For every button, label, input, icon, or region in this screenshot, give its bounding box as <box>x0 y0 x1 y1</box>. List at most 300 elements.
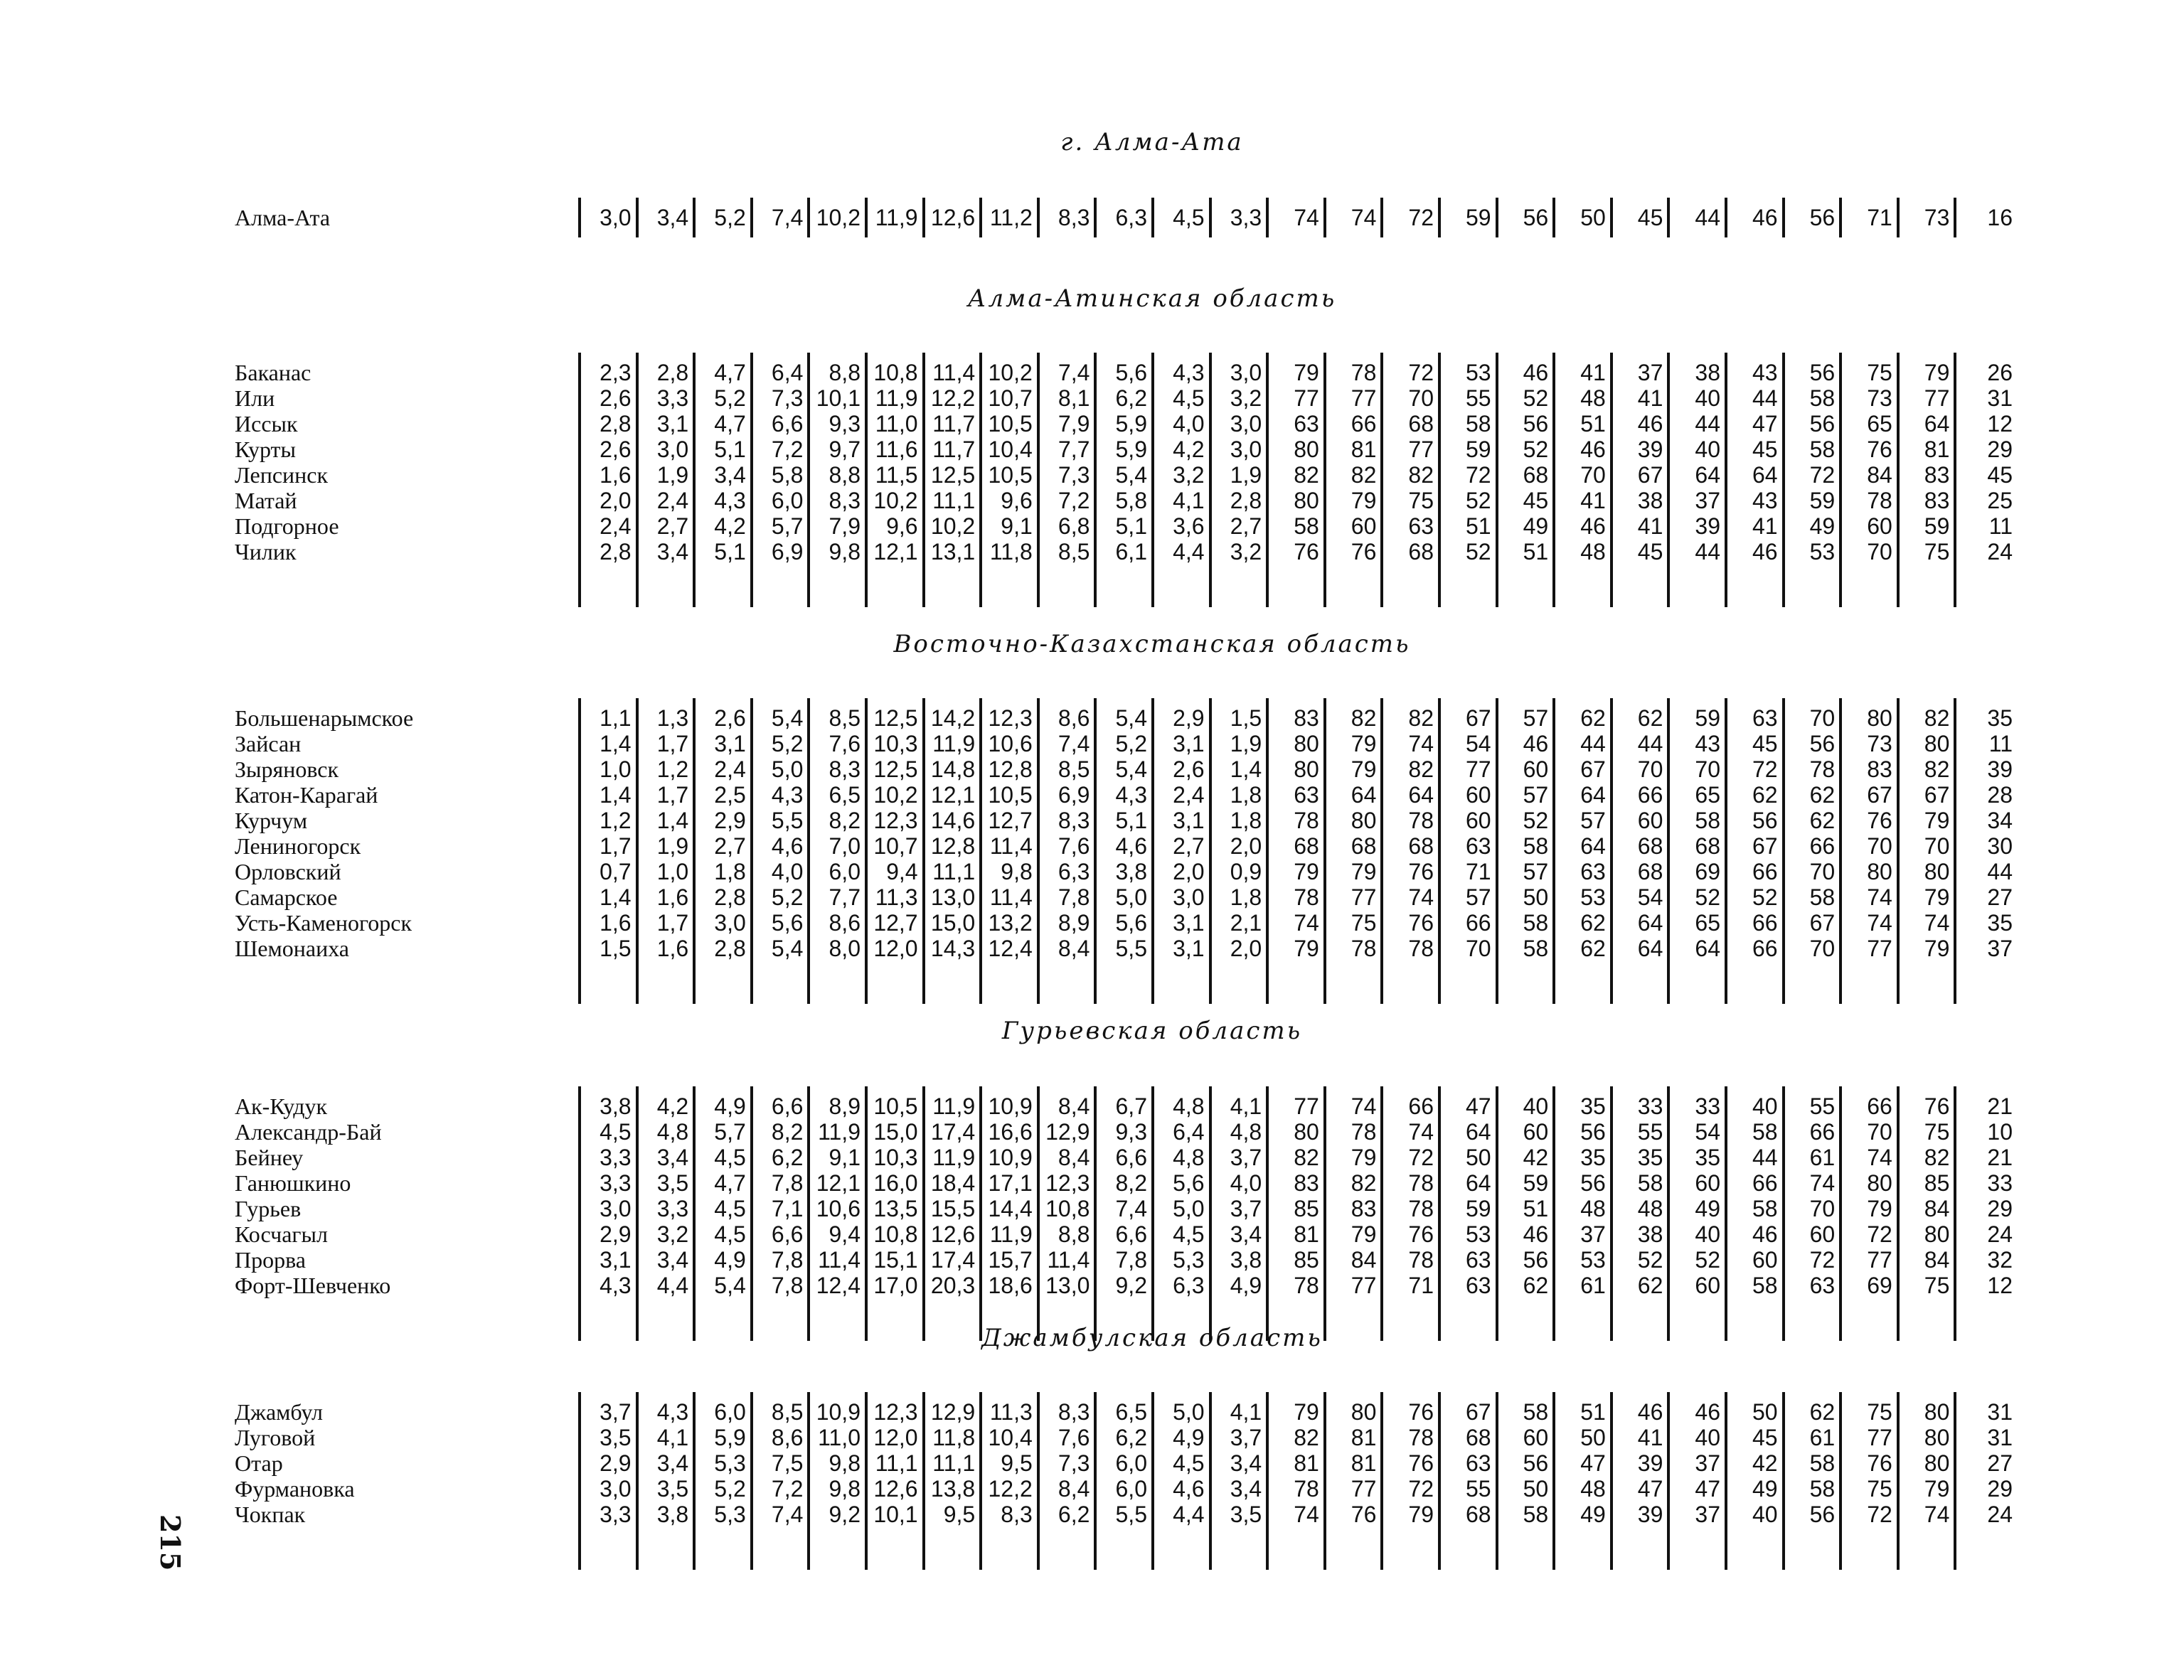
value-cell: 75 <box>1408 488 1434 513</box>
value-cell: 44 <box>1695 539 1720 565</box>
value-cell: 78 <box>1408 1196 1434 1221</box>
value-cell: 6,5 <box>829 782 861 808</box>
value-cell: 80 <box>1924 1425 1950 1450</box>
value-cell: 9,8 <box>1001 859 1033 884</box>
value-cell: 73 <box>1867 731 1892 756</box>
value-cell: 56 <box>1752 808 1778 833</box>
value-cell: 5,3 <box>714 1450 746 1476</box>
value-cell: 79 <box>1351 1221 1377 1247</box>
value-cell: 59 <box>1466 1196 1491 1221</box>
value-cell: 1,4 <box>600 782 632 808</box>
last-column-value: 29 <box>1987 1476 2013 1502</box>
value-cell: 3,0 <box>1173 884 1205 910</box>
value-cell: 12,9 <box>1045 1119 1090 1145</box>
value-cell: 4,7 <box>714 360 746 385</box>
value-cell: 3,1 <box>714 731 746 756</box>
value-cell: 56 <box>1523 205 1549 230</box>
value-cell: 10,3 <box>873 1145 918 1170</box>
value-cell: 76 <box>1408 910 1434 936</box>
value-cell: 53 <box>1580 1247 1606 1273</box>
value-cell: 48 <box>1637 1196 1663 1221</box>
value-cell: 3,7 <box>1230 1196 1262 1221</box>
value-cell: 82 <box>1924 1145 1950 1170</box>
value-cell: 3,2 <box>1230 539 1262 565</box>
value-cell: 64 <box>1752 462 1778 488</box>
value-cell: 55 <box>1466 1476 1491 1502</box>
value-cell: 80 <box>1294 756 1319 782</box>
value-cell: 64 <box>1408 782 1434 808</box>
value-cell: 11,4 <box>932 360 976 385</box>
value-cell: 79 <box>1294 859 1319 884</box>
value-cell: 68 <box>1408 833 1434 859</box>
value-cell: 2,8 <box>714 936 746 961</box>
station-name: Прорва <box>235 1247 306 1273</box>
value-cell: 5,7 <box>771 513 804 539</box>
value-cell: 12,9 <box>930 1399 976 1425</box>
last-column-value: 10 <box>1987 1119 2013 1145</box>
value-cell: 74 <box>1867 1145 1892 1170</box>
value-cell: 6,8 <box>1058 513 1090 539</box>
value-cell: 3,4 <box>1230 1450 1262 1476</box>
last-column-value: 39 <box>1987 756 2013 782</box>
value-cell: 7,3 <box>1058 462 1090 488</box>
value-cell: 3,1 <box>1173 936 1205 961</box>
value-cell: 10,2 <box>930 513 976 539</box>
value-cell: 4,2 <box>714 513 746 539</box>
value-cell: 2,1 <box>1230 910 1262 936</box>
value-cell: 3,8 <box>1230 1247 1262 1273</box>
value-cell: 79 <box>1351 1145 1377 1170</box>
value-cell: 58 <box>1809 1450 1836 1476</box>
value-cell: 39 <box>1695 513 1720 539</box>
value-cell: 63 <box>1294 411 1319 437</box>
value-cell: 8,4 <box>1058 1093 1090 1119</box>
value-cell: 41 <box>1637 385 1663 411</box>
value-cell: 60 <box>1523 1425 1549 1450</box>
value-cell: 62 <box>1580 936 1606 961</box>
value-cell: 43 <box>1752 488 1778 513</box>
value-cell: 82 <box>1924 705 1950 731</box>
value-cell: 11,4 <box>1047 1247 1090 1273</box>
value-cell: 70 <box>1809 1196 1836 1221</box>
station-name: Подгорное <box>235 513 339 539</box>
value-cell: 76 <box>1867 437 1892 462</box>
value-cell: 62 <box>1809 1399 1836 1425</box>
value-cell: 13,5 <box>873 1196 918 1221</box>
value-cell: 6,0 <box>771 488 804 513</box>
value-cell: 6,3 <box>1173 1273 1205 1298</box>
value-cell: 8,5 <box>829 705 861 731</box>
last-column-value: 31 <box>1987 1399 2013 1425</box>
last-column-value: 11 <box>1988 731 2013 756</box>
value-cell: 77 <box>1294 1093 1319 1119</box>
value-cell: 58 <box>1752 1273 1778 1298</box>
value-cell: 40 <box>1695 437 1720 462</box>
value-cell: 17,0 <box>873 1273 918 1298</box>
value-cell: 10,1 <box>873 1502 918 1527</box>
value-cell: 64 <box>1580 833 1606 859</box>
value-cell: 10,4 <box>988 437 1033 462</box>
value-cell: 5,3 <box>714 1502 746 1527</box>
value-cell: 62 <box>1637 1273 1663 1298</box>
value-cell: 50 <box>1752 1399 1778 1425</box>
value-cell: 73 <box>1924 205 1950 230</box>
value-cell: 4,5 <box>1173 1450 1205 1476</box>
value-cell: 2,0 <box>1230 936 1262 961</box>
station-name: Алма-Ата <box>235 205 331 230</box>
station-name: Чокпак <box>235 1502 306 1527</box>
value-cell: 62 <box>1809 808 1836 833</box>
value-cell: 8,3 <box>829 756 861 782</box>
value-cell: 3,5 <box>656 1476 689 1502</box>
value-cell: 48 <box>1580 1196 1606 1221</box>
last-column-value: 45 <box>1987 462 2013 488</box>
value-cell: 79 <box>1924 1476 1950 1502</box>
value-cell: 3,1 <box>1173 731 1205 756</box>
value-cell: 11,1 <box>932 1450 976 1476</box>
value-cell: 40 <box>1752 1093 1778 1119</box>
value-cell: 79 <box>1351 488 1377 513</box>
section-title: Гурьевская область <box>1001 1017 1303 1045</box>
value-cell: 3,0 <box>600 1476 632 1502</box>
last-column-value: 29 <box>1987 1196 2013 1221</box>
value-cell: 5,0 <box>1173 1196 1205 1221</box>
value-cell: 5,9 <box>1115 437 1147 462</box>
station-name: Или <box>235 385 275 411</box>
value-cell: 60 <box>1523 1119 1549 1145</box>
column-rule <box>1954 1086 1956 1341</box>
last-column-value: 28 <box>1987 782 2013 808</box>
value-cell: 3,0 <box>1230 360 1262 385</box>
value-cell: 70 <box>1809 859 1836 884</box>
value-cell: 62 <box>1580 705 1606 731</box>
value-cell: 56 <box>1809 205 1836 230</box>
value-cell: 52 <box>1695 884 1720 910</box>
value-cell: 6,0 <box>1115 1476 1147 1502</box>
value-cell: 77 <box>1408 437 1434 462</box>
last-column-value: 34 <box>1987 808 2013 833</box>
value-cell: 46 <box>1580 437 1606 462</box>
value-cell: 1,9 <box>656 462 689 488</box>
value-cell: 72 <box>1408 1476 1434 1502</box>
value-cell: 8,5 <box>771 1399 804 1425</box>
value-cell: 66 <box>1466 910 1491 936</box>
value-cell: 12,3 <box>873 1399 918 1425</box>
column-rule <box>1954 353 1956 607</box>
value-cell: 51 <box>1523 539 1549 565</box>
value-cell: 5,2 <box>714 1476 746 1502</box>
value-cell: 6,2 <box>1115 385 1147 411</box>
value-cell: 20,3 <box>930 1273 976 1298</box>
value-cell: 4,8 <box>1173 1145 1205 1170</box>
value-cell: 67 <box>1466 1399 1491 1425</box>
value-cell: 6,2 <box>1115 1425 1147 1450</box>
value-cell: 83 <box>1351 1196 1377 1221</box>
value-cell: 4,0 <box>771 859 804 884</box>
value-cell: 77 <box>1867 936 1892 961</box>
value-cell: 2,7 <box>1230 513 1262 539</box>
value-cell: 44 <box>1752 385 1778 411</box>
value-cell: 3,5 <box>600 1425 632 1450</box>
value-cell: 10,9 <box>988 1093 1033 1119</box>
value-cell: 52 <box>1466 539 1491 565</box>
value-cell: 70 <box>1408 385 1434 411</box>
value-cell: 78 <box>1351 1119 1377 1145</box>
value-cell: 58 <box>1809 385 1836 411</box>
value-cell: 4,9 <box>1230 1273 1262 1298</box>
value-cell: 66 <box>1752 1170 1778 1196</box>
value-cell: 33 <box>1637 1093 1663 1119</box>
value-cell: 1,9 <box>1230 731 1262 756</box>
value-cell: 11,6 <box>875 437 918 462</box>
value-cell: 6,3 <box>1058 859 1090 884</box>
value-cell: 74 <box>1867 884 1892 910</box>
value-cell: 12,3 <box>988 705 1033 731</box>
value-cell: 5,0 <box>1173 1399 1205 1425</box>
value-cell: 2,9 <box>1173 705 1205 731</box>
value-cell: 11,0 <box>818 1425 861 1450</box>
value-cell: 4,6 <box>1173 1476 1205 1502</box>
station-name: Лениногорск <box>235 833 361 859</box>
value-cell: 82 <box>1294 1425 1319 1450</box>
value-cell: 68 <box>1695 833 1720 859</box>
value-cell: 56 <box>1523 1450 1549 1476</box>
value-cell: 2,3 <box>600 360 632 385</box>
value-cell: 63 <box>1466 833 1491 859</box>
value-cell: 6,4 <box>1173 1119 1205 1145</box>
value-cell: 6,0 <box>1115 1450 1147 1476</box>
value-cell: 78 <box>1408 808 1434 833</box>
value-cell: 8,9 <box>829 1093 861 1119</box>
value-cell: 12,3 <box>873 808 918 833</box>
value-cell: 1,7 <box>656 731 689 756</box>
value-cell: 83 <box>1924 462 1950 488</box>
value-cell: 72 <box>1408 205 1434 230</box>
value-cell: 5,2 <box>1115 731 1147 756</box>
value-cell: 46 <box>1523 1221 1549 1247</box>
value-cell: 4,9 <box>714 1093 746 1119</box>
value-cell: 44 <box>1695 411 1720 437</box>
value-cell: 11,9 <box>875 385 918 411</box>
value-cell: 4,1 <box>1173 488 1205 513</box>
value-cell: 12,8 <box>930 833 976 859</box>
value-cell: 68 <box>1523 462 1549 488</box>
value-cell: 1,8 <box>1230 808 1262 833</box>
value-cell: 76 <box>1351 539 1377 565</box>
value-cell: 78 <box>1408 936 1434 961</box>
value-cell: 79 <box>1351 859 1377 884</box>
value-cell: 46 <box>1523 360 1549 385</box>
value-cell: 78 <box>1408 1425 1434 1450</box>
value-cell: 79 <box>1294 1399 1319 1425</box>
value-cell: 2,0 <box>600 488 632 513</box>
station-name: Фурмановка <box>235 1476 355 1502</box>
value-cell: 39 <box>1637 437 1663 462</box>
value-cell: 45 <box>1752 1425 1778 1450</box>
value-cell: 5,5 <box>771 808 804 833</box>
value-cell: 42 <box>1523 1145 1549 1170</box>
value-cell: 11,0 <box>875 411 918 437</box>
value-cell: 5,2 <box>771 884 804 910</box>
value-cell: 12,3 <box>1045 1170 1090 1196</box>
value-cell: 4,2 <box>656 1093 689 1119</box>
value-cell: 4,0 <box>1173 411 1205 437</box>
value-cell: 75 <box>1924 539 1950 565</box>
value-cell: 77 <box>1351 884 1377 910</box>
value-cell: 68 <box>1466 1425 1491 1450</box>
value-cell: 9,8 <box>829 1476 861 1502</box>
value-cell: 4,8 <box>656 1119 689 1145</box>
value-cell: 4,5 <box>714 1196 746 1221</box>
last-column-value: 44 <box>1987 859 2013 884</box>
value-cell: 5,7 <box>714 1119 746 1145</box>
value-cell: 7,8 <box>771 1170 804 1196</box>
value-cell: 74 <box>1351 1093 1377 1119</box>
value-cell: 10,2 <box>816 205 861 230</box>
value-cell: 77 <box>1867 1247 1892 1273</box>
value-cell: 11,7 <box>932 411 976 437</box>
value-cell: 3,4 <box>1230 1476 1262 1502</box>
value-cell: 6,9 <box>771 539 804 565</box>
value-cell: 57 <box>1523 705 1549 731</box>
value-cell: 3,4 <box>656 1145 689 1170</box>
value-cell: 58 <box>1809 884 1836 910</box>
value-cell: 5,9 <box>714 1425 746 1450</box>
station-name: Самарское <box>235 884 338 910</box>
value-cell: 15,0 <box>873 1119 918 1145</box>
station-name: Чилик <box>235 539 297 565</box>
value-cell: 46 <box>1752 205 1778 230</box>
value-cell: 18,4 <box>930 1170 976 1196</box>
value-cell: 3,5 <box>1230 1502 1262 1527</box>
value-cell: 3,7 <box>1230 1425 1262 1450</box>
value-cell: 78 <box>1351 360 1377 385</box>
value-cell: 80 <box>1924 859 1950 884</box>
value-cell: 8,6 <box>829 910 861 936</box>
value-cell: 45 <box>1637 539 1663 565</box>
value-cell: 47 <box>1466 1093 1491 1119</box>
value-cell: 49 <box>1695 1196 1720 1221</box>
value-cell: 51 <box>1580 1399 1606 1425</box>
value-cell: 7,4 <box>771 205 804 230</box>
value-cell: 82 <box>1351 1170 1377 1196</box>
value-cell: 64 <box>1351 782 1377 808</box>
value-cell: 12,2 <box>988 1476 1033 1502</box>
value-cell: 39 <box>1637 1450 1663 1476</box>
value-cell: 66 <box>1637 782 1663 808</box>
value-cell: 64 <box>1924 411 1950 437</box>
value-cell: 81 <box>1351 1450 1377 1476</box>
value-cell: 4,3 <box>656 1399 689 1425</box>
value-cell: 40 <box>1523 1093 1549 1119</box>
value-cell: 60 <box>1351 513 1377 539</box>
value-cell: 70 <box>1867 1119 1892 1145</box>
value-cell: 3,3 <box>656 1196 689 1221</box>
value-cell: 11,3 <box>875 884 918 910</box>
value-cell: 45 <box>1637 205 1663 230</box>
value-cell: 44 <box>1637 731 1663 756</box>
value-cell: 10,5 <box>873 1093 918 1119</box>
value-cell: 63 <box>1580 859 1606 884</box>
value-cell: 13,1 <box>930 539 976 565</box>
last-column-value: 31 <box>1987 1425 2013 1450</box>
station-name: Усть-Каменогорск <box>235 910 412 936</box>
value-cell: 58 <box>1752 1119 1778 1145</box>
value-cell: 70 <box>1867 539 1892 565</box>
station-name: Иссык <box>235 411 298 437</box>
value-cell: 12,8 <box>988 756 1033 782</box>
value-cell: 3,0 <box>714 910 746 936</box>
value-cell: 78 <box>1294 808 1319 833</box>
value-cell: 2,8 <box>600 411 632 437</box>
value-cell: 43 <box>1752 360 1778 385</box>
value-cell: 71 <box>1867 205 1892 230</box>
value-cell: 82 <box>1408 756 1434 782</box>
value-cell: 8,6 <box>771 1425 804 1450</box>
value-cell: 76 <box>1924 1093 1950 1119</box>
value-cell: 52 <box>1695 1247 1720 1273</box>
value-cell: 7,5 <box>771 1450 804 1476</box>
value-cell: 1,4 <box>656 808 689 833</box>
value-cell: 3,2 <box>656 1221 689 1247</box>
value-cell: 70 <box>1924 833 1950 859</box>
value-cell: 68 <box>1294 833 1319 859</box>
value-cell: 84 <box>1351 1247 1377 1273</box>
value-cell: 70 <box>1867 833 1892 859</box>
value-cell: 6,0 <box>714 1399 746 1425</box>
value-cell: 78 <box>1408 1170 1434 1196</box>
value-cell: 55 <box>1637 1119 1663 1145</box>
station-name: Ганюшкино <box>235 1170 351 1196</box>
value-cell: 2,9 <box>714 808 746 833</box>
value-cell: 4,6 <box>771 833 804 859</box>
value-cell: 6,9 <box>1058 782 1090 808</box>
value-cell: 15,0 <box>930 910 976 936</box>
value-cell: 50 <box>1523 1476 1549 1502</box>
value-cell: 9,3 <box>1115 1119 1147 1145</box>
value-cell: 4,3 <box>714 488 746 513</box>
value-cell: 3,0 <box>600 1196 632 1221</box>
value-cell: 53 <box>1580 884 1606 910</box>
value-cell: 81 <box>1351 437 1377 462</box>
value-cell: 65 <box>1867 411 1892 437</box>
value-cell: 1,7 <box>656 910 689 936</box>
last-column-value: 21 <box>1987 1145 2013 1170</box>
value-cell: 85 <box>1294 1196 1319 1221</box>
value-cell: 63 <box>1466 1273 1491 1298</box>
page-number: 215 <box>154 1514 186 1571</box>
value-cell: 40 <box>1695 385 1720 411</box>
value-cell: 64 <box>1466 1170 1491 1196</box>
value-cell: 58 <box>1809 1476 1836 1502</box>
value-cell: 18,6 <box>988 1273 1033 1298</box>
value-cell: 35 <box>1580 1145 1606 1170</box>
value-cell: 46 <box>1637 1399 1663 1425</box>
value-cell: 6,6 <box>771 411 804 437</box>
value-cell: 1,0 <box>656 859 689 884</box>
station-name: Шемонаиха <box>235 936 349 961</box>
value-cell: 7,6 <box>829 731 861 756</box>
value-cell: 1,7 <box>656 782 689 808</box>
section-title: Джамбулская область <box>981 1324 1323 1352</box>
value-cell: 46 <box>1752 1221 1778 1247</box>
value-cell: 7,7 <box>829 884 861 910</box>
value-cell: 75 <box>1924 1273 1950 1298</box>
value-cell: 53 <box>1809 539 1836 565</box>
value-cell: 45 <box>1523 488 1549 513</box>
value-cell: 76 <box>1294 539 1319 565</box>
value-cell: 4,4 <box>1173 539 1205 565</box>
